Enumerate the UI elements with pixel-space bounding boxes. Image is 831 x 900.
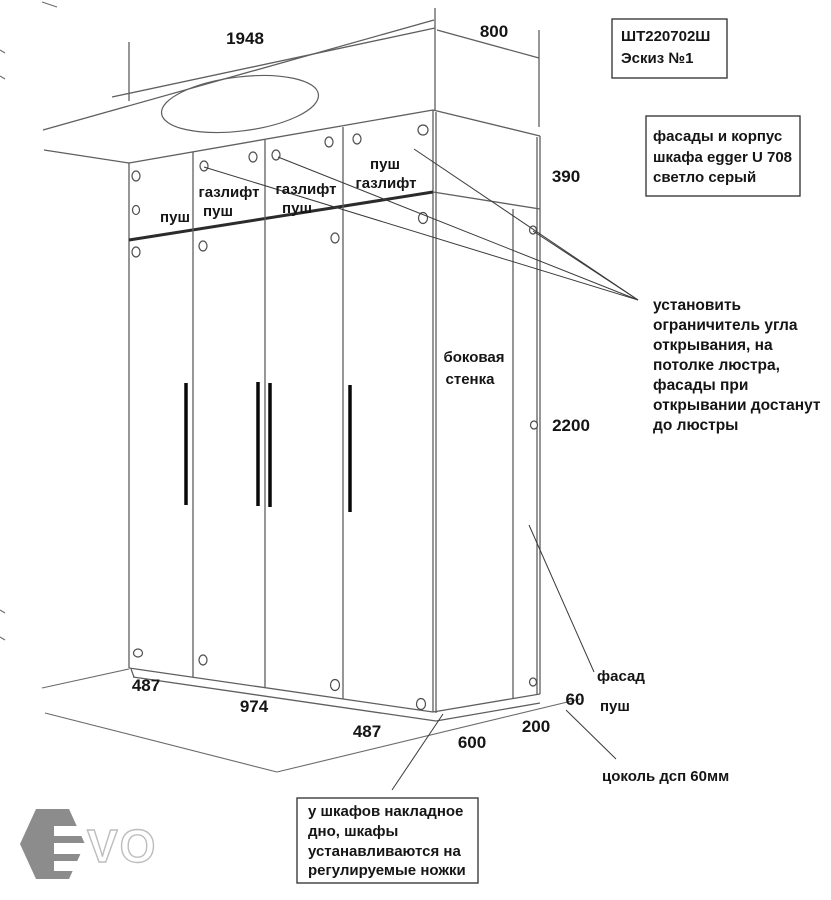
dim-top-height: 390 [551, 167, 581, 186]
dim-side-front: 600 [457, 733, 487, 752]
evo-logo-e-bar [54, 843, 88, 854]
top-door-4-label-2: газлифт [355, 175, 417, 192]
limiter-line-1: установить [653, 297, 742, 314]
evo-logo [20, 809, 157, 879]
floor-lines [42, 669, 580, 772]
dim-right-door: 487 [352, 722, 382, 741]
facade-label-1: фасад [597, 668, 645, 685]
evo-logo-e-bar [54, 826, 88, 836]
limiter-line-5: фасады при [653, 377, 749, 394]
top-door-3-label-2: пуш [282, 200, 312, 217]
dim-plinth: 60 [565, 690, 585, 709]
top-door-3-label-1: газлифт [275, 181, 337, 198]
materials-line-3: светло серый [653, 169, 757, 186]
stray-sketch-marks [0, 2, 57, 640]
plinth-note-label: цоколь дсп 60мм [602, 768, 730, 785]
bottom-note-box [297, 798, 478, 883]
drawing-code: ШТ220702Ш [621, 28, 711, 45]
evo-logo-e-bar [54, 861, 88, 871]
bottom-note-line-4: регулируемые ножки [308, 862, 466, 879]
limiter-line-2: ограничитель угла [653, 317, 798, 334]
dim-main-height: 2200 [552, 416, 590, 435]
dim-left-door: 487 [131, 676, 161, 695]
limiter-line-6: открывании достанут [653, 397, 821, 414]
limiter-line-3: открывания, на [653, 337, 773, 354]
door-labels [160, 156, 729, 785]
materials-line-2: шкафа egger U 708 [653, 149, 793, 166]
limiter-line-4: потолке люстра, [653, 357, 780, 374]
side-panel-label-1: боковая [443, 349, 505, 366]
materials-note-box [646, 116, 800, 196]
title-block [612, 19, 727, 78]
top-door-2-label-1: газлифт [198, 184, 260, 201]
top-door-1-label: пуш [160, 209, 190, 226]
dim-total-depth: 800 [479, 22, 509, 41]
chandelier-outline [158, 68, 321, 141]
door-handles [186, 382, 350, 512]
bottom-note-line-1: у шкафов накладное [308, 803, 464, 820]
opening-limiter-note [653, 297, 821, 434]
wardrobe-outline [129, 110, 540, 721]
evo-logo-letters: VO [87, 820, 158, 872]
top-door-4-label-1: пуш [370, 156, 400, 173]
dim-side-rear: 200 [521, 717, 551, 736]
bottom-note-line-2: дно, шкафы [308, 823, 399, 840]
dim-middle-doors: 974 [239, 697, 269, 716]
materials-line-1: фасады и корпус [653, 128, 783, 145]
dim-total-width: 1948 [226, 29, 264, 48]
bottom-note-line-3: устанавливаются на [308, 843, 461, 860]
top-dimension-lines [112, 8, 539, 127]
limiter-line-7: до люстры [653, 417, 739, 434]
sketch-number: Эскиз №1 [621, 50, 694, 67]
facade-label-2: пуш [600, 698, 630, 715]
top-door-2-label-2: пуш [203, 203, 233, 220]
side-panel-label-2: стенка [445, 371, 495, 388]
